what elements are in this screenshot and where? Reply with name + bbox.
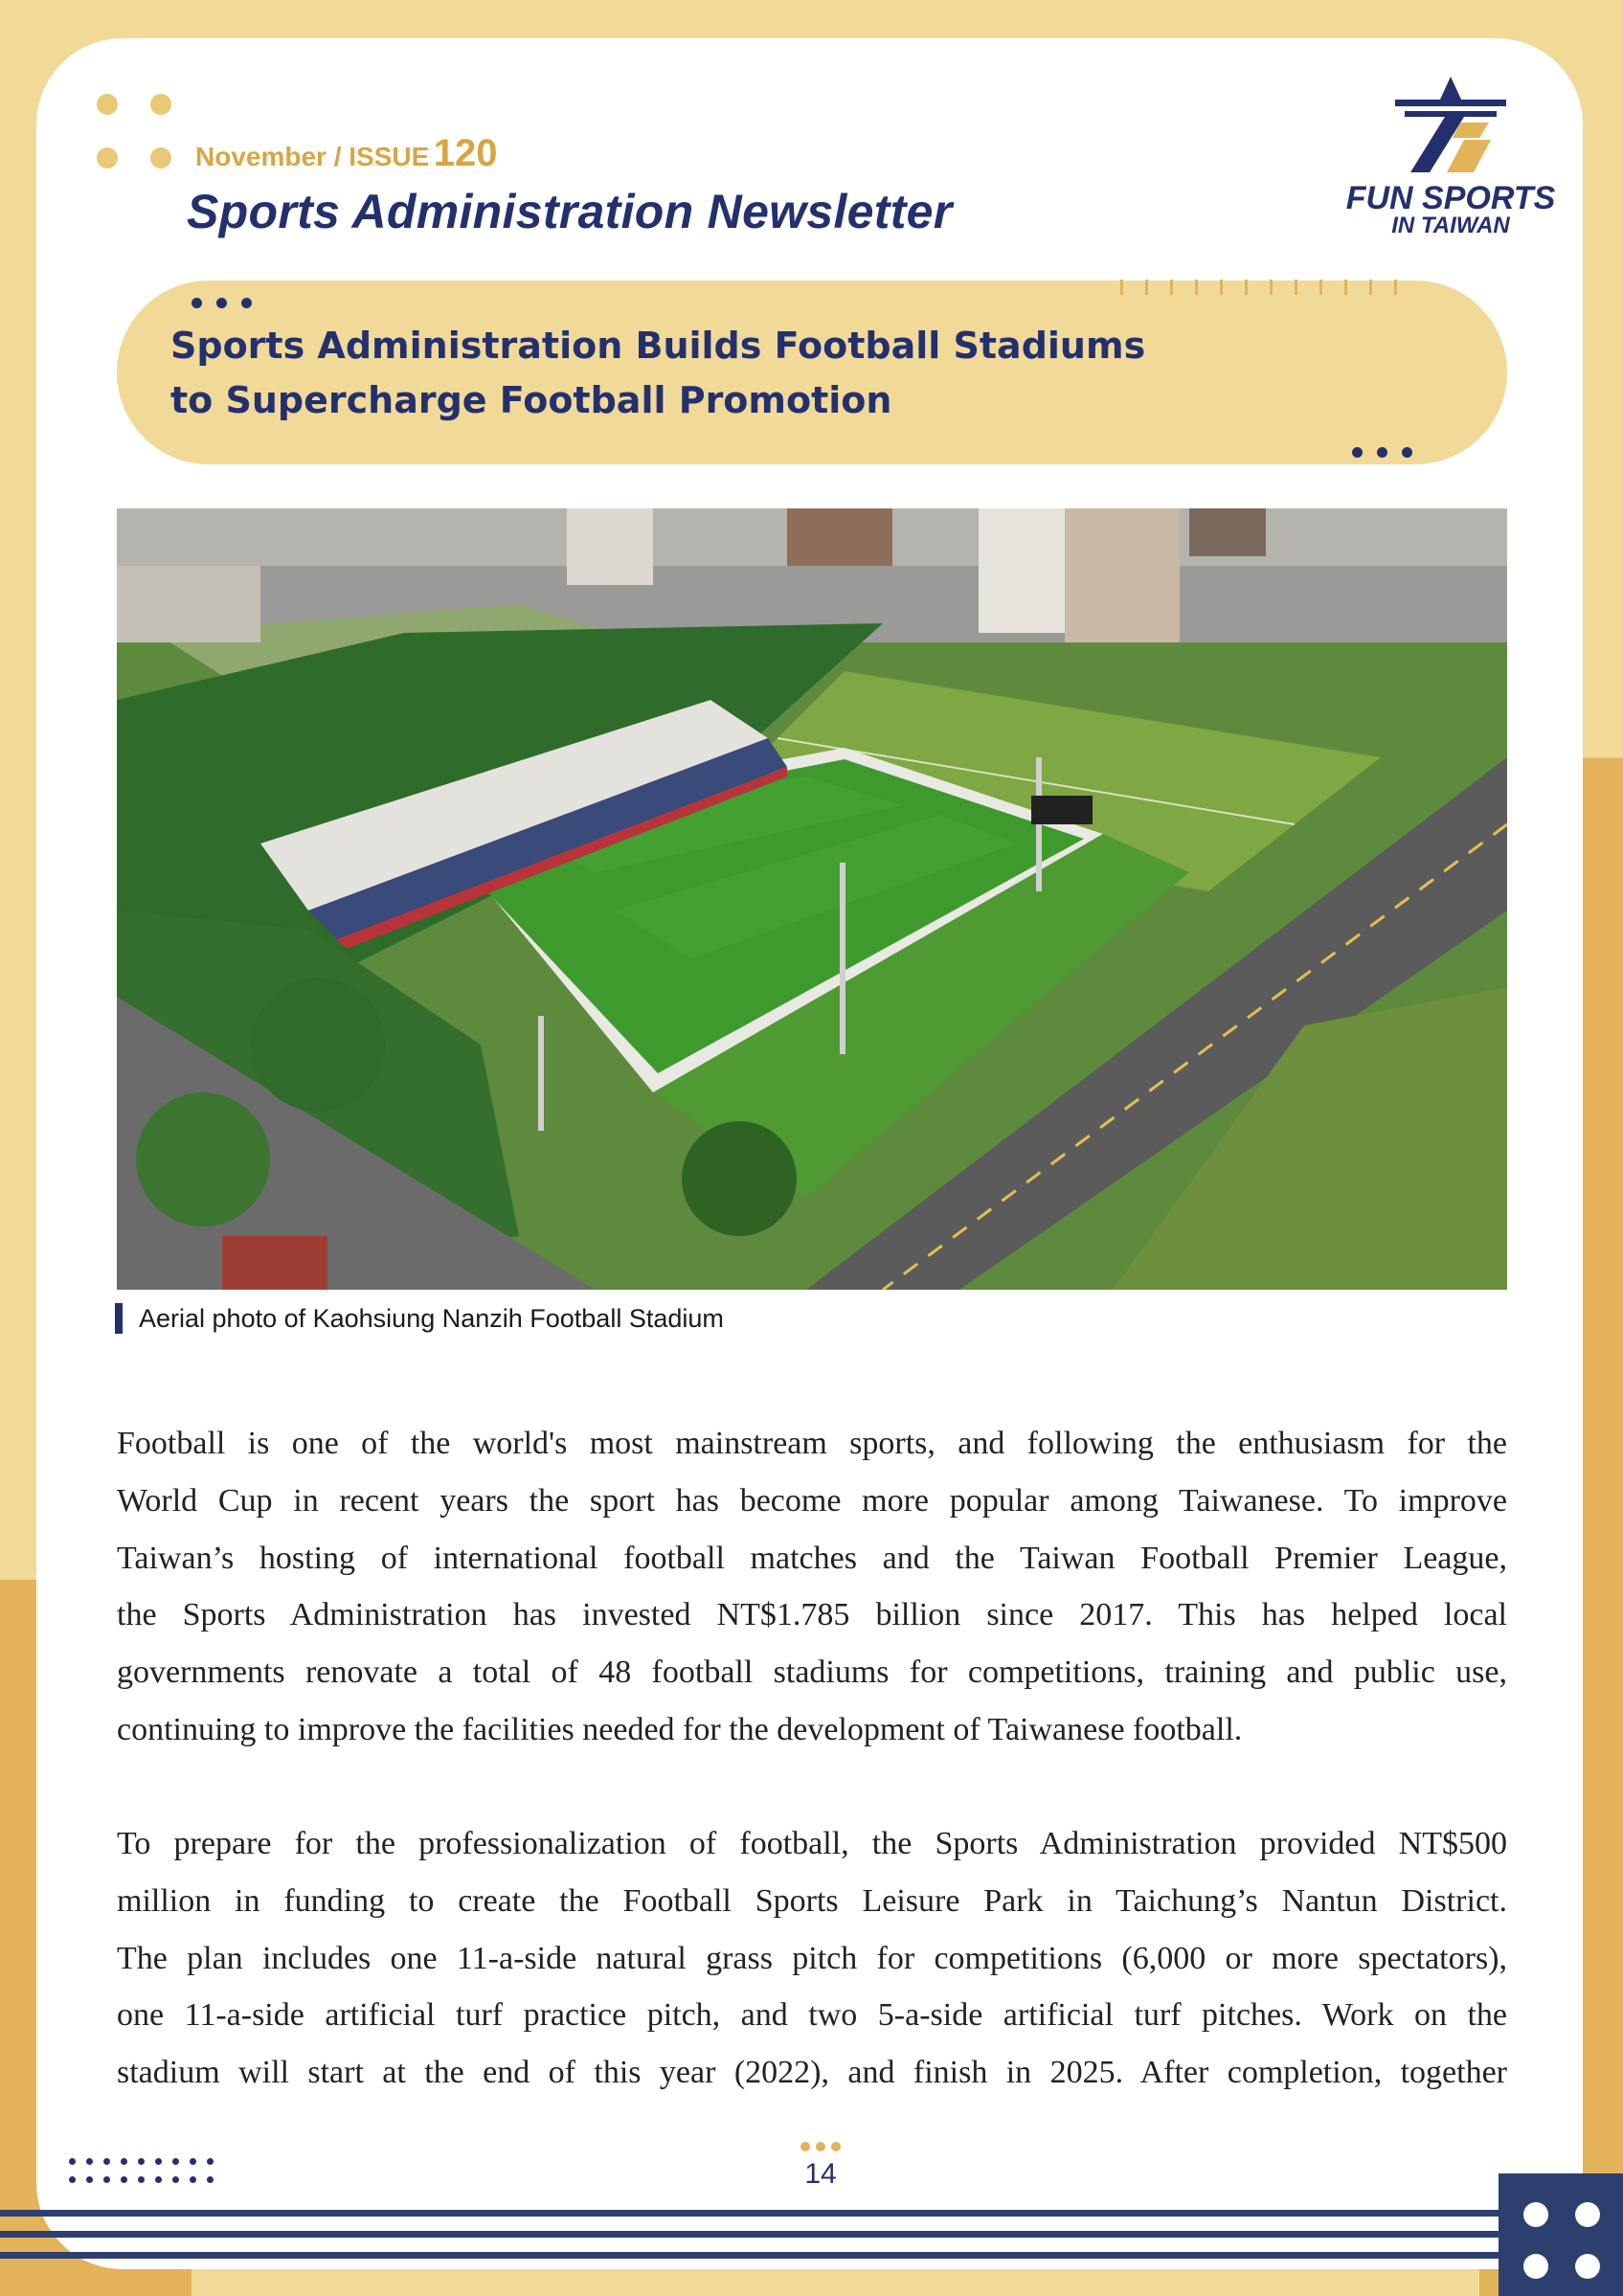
article-title-line2: to Supercharge Football Promotion (170, 379, 892, 421)
pill-dot (192, 298, 202, 308)
paragraph-line: million in funding to create the Football Sports Leisure Park in Taichung’s Nantun District. (117, 1882, 1507, 1919)
issue-line (195, 132, 498, 175)
logo-text-line2: IN TAIWAN (1391, 213, 1510, 238)
pill-dot (216, 298, 227, 308)
fun-sports-star-icon (1345, 77, 1556, 182)
paragraph-1 (117, 1415, 1507, 1759)
logo-text-line1: FUN SPORTS (1345, 180, 1556, 216)
corner-dots-box (1499, 2173, 1623, 2296)
page-dot (831, 2142, 841, 2151)
paragraph-2 (117, 1815, 1507, 2102)
pill-dot (1377, 447, 1387, 458)
pill-dot (1352, 447, 1363, 458)
paragraph-line: World Cup in recent years the sport has become more popular among Taiwanese. To improve (117, 1482, 1507, 1519)
issue-number: 120 (433, 132, 498, 174)
paragraph-line: Football is one of the world's most mainstream sports, and following the enthusiasm for the (117, 1426, 1507, 1461)
article-title (170, 319, 1145, 428)
paragraph-line: The plan includes one 11-a-side natural grass pitch for competitions (6,000 or more spectators), (117, 1940, 1507, 1976)
footer-stripe (0, 2252, 1503, 2259)
stadium-aerial-photo (117, 508, 1507, 1290)
pill-dot (241, 298, 252, 308)
paragraph-line: Taiwan’s hosting of international football matches and the Taiwan Football Premier League, (117, 1540, 1507, 1576)
article-title-line1: Sports Administration Builds Football Stadiums (170, 325, 1146, 367)
page-dot (816, 2142, 825, 2151)
paragraph-line: continuing to improve the facilities needed for the development of Taiwanese football. (117, 1711, 1243, 1747)
fun-sports-logo (1345, 77, 1556, 239)
issue-month: November / ISSUE (195, 142, 430, 171)
caption-marker (115, 1303, 123, 1334)
footer-stripe (0, 2210, 1503, 2217)
newsletter-title: Sports Administration Newsletter (187, 185, 953, 238)
page-number: 14 (804, 2158, 837, 2190)
paragraph-line: governments renovate a total of 48 football stadiums for competitions, training and public use, (117, 1654, 1507, 1691)
pill-dot (1402, 447, 1412, 458)
paragraph-line: To prepare for the professionalization of football, the Sports Administration provided NT$500 (117, 1826, 1507, 1861)
paragraph-line: the Sports Administration has invested NT$1.785 billion since 2017. This has helped local (117, 1597, 1507, 1633)
page-dot (800, 2142, 810, 2151)
paragraph-line: stadium will start at the end of this year (2022), and finish in 2025. After completion, together (117, 2055, 1507, 2091)
footer-stripe (0, 2231, 1503, 2238)
paragraph-line: one 11-a-side artificial turf practice pitch, and two 5-a-side artificial turf pitches. Work on the (117, 1997, 1507, 2034)
photo-caption: Aerial photo of Kaohsiung Nanzih Football Stadium (139, 1304, 724, 1333)
